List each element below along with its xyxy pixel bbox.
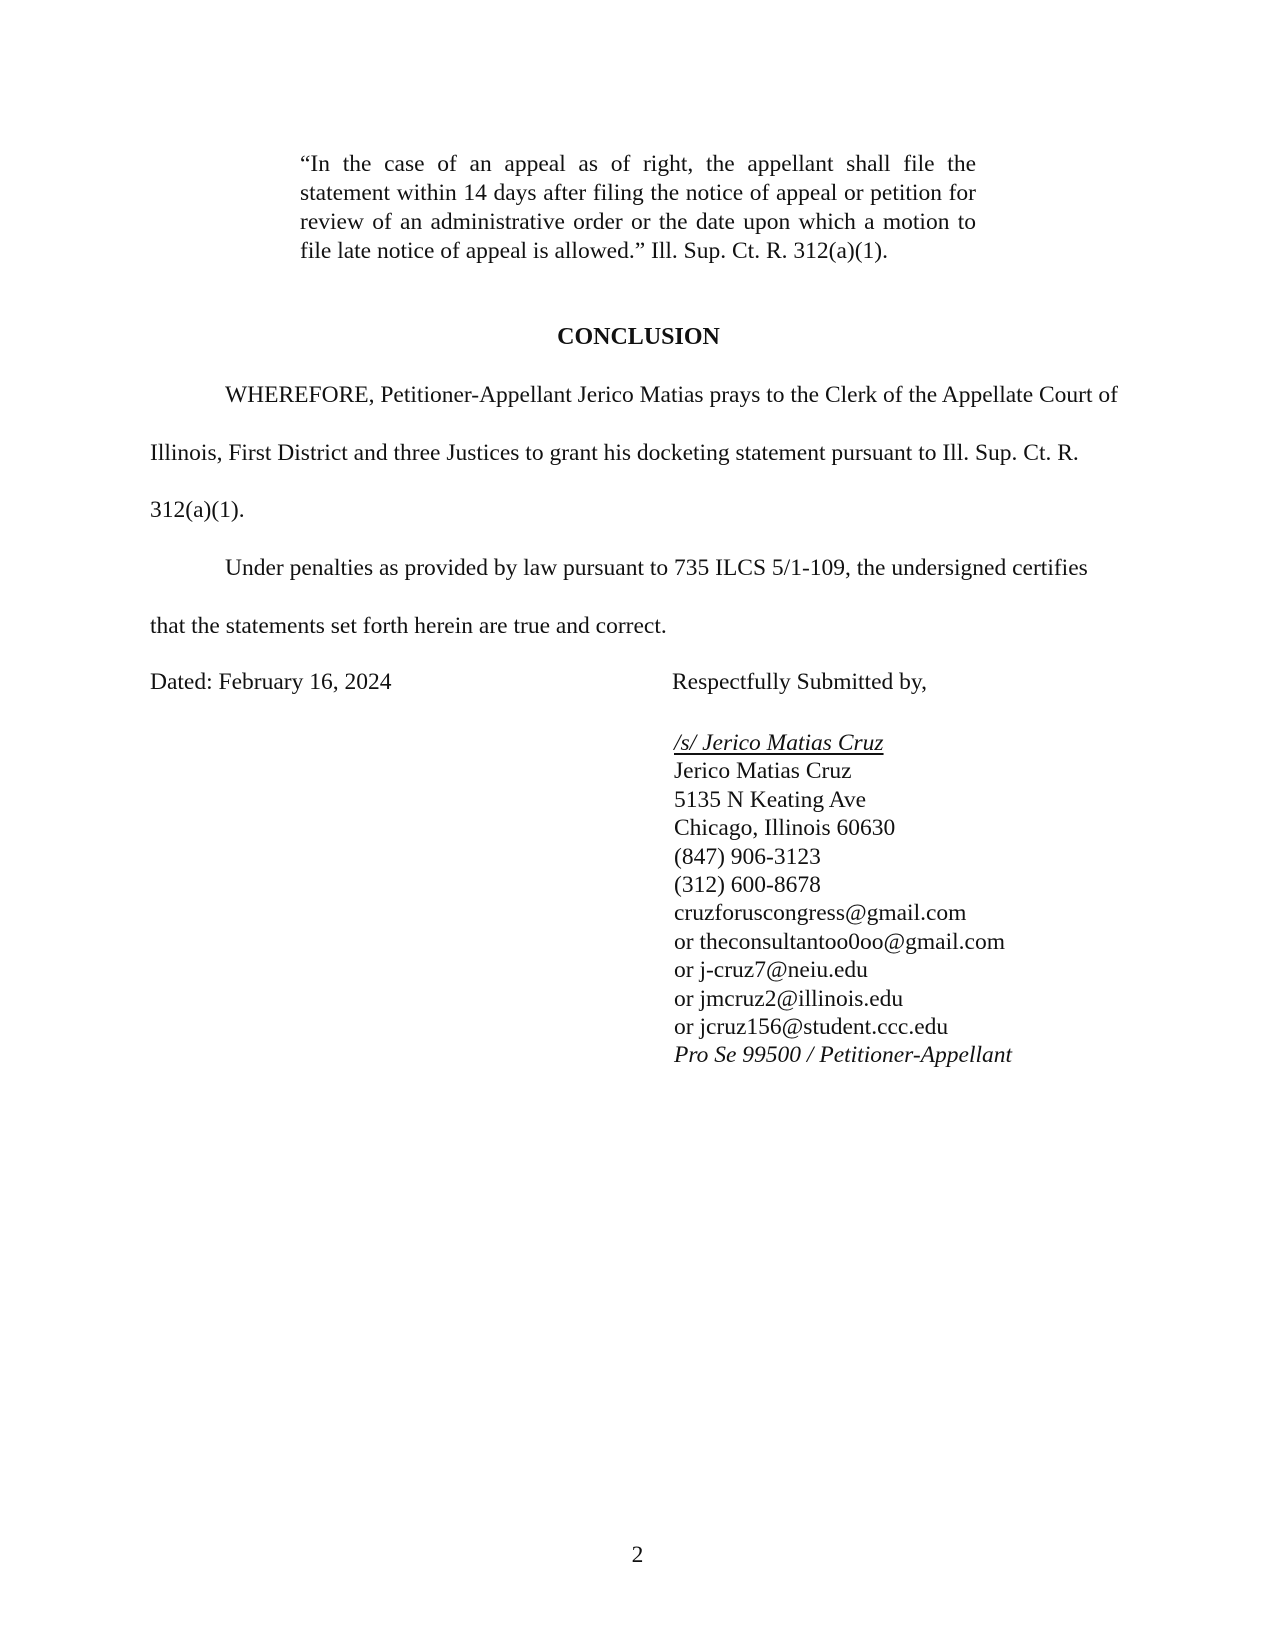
phone-secondary: (312) 600-8678 bbox=[674, 872, 821, 899]
email-alternate-4: or jcruz156@student.ccc.edu bbox=[674, 1014, 949, 1041]
conclusion-heading-text: CONCLUSION bbox=[557, 324, 720, 350]
address-city: Chicago, Illinois 60630 bbox=[674, 815, 896, 842]
page-number: 2 bbox=[631, 1542, 644, 1568]
conclusion-paragraph-certification bbox=[150, 540, 1125, 655]
signer-role: Pro Se 99500 / Petitioner-Appellant bbox=[674, 1042, 1013, 1069]
email-primary: cruzforuscongress@gmail.com bbox=[674, 900, 967, 927]
email-alternate-3: or jmcruz2@illinois.edu bbox=[674, 985, 904, 1012]
conclusion-heading bbox=[0, 322, 1275, 352]
dated-line: Dated: February 16, 2024 bbox=[150, 669, 392, 695]
email-alternate-1: or theconsultantoo0oo@gmail.com bbox=[674, 928, 1005, 955]
address-street: 5135 N Keating Ave bbox=[674, 786, 867, 813]
respectfully-submitted: Respectfully Submitted by, bbox=[672, 669, 927, 695]
email-alternate-2: or j-cruz7@neiu.edu bbox=[674, 957, 868, 984]
wherefore-text: WHEREFORE, Petitioner-Appellant Jerico Matias prays to the Clerk of the Appellate Court of Illinois, First District and three Justices to grant his docketing statement pursuant to Ill. Sup. Ct. R. 312(a)(1). bbox=[150, 382, 1118, 523]
electronic-signature: /s/ Jerico Matias Cruz bbox=[674, 730, 884, 756]
signer-name: Jerico Matias Cruz bbox=[674, 758, 852, 785]
certification-text: Under penalties as provided by law pursuant to 735 ILCS 5/1-109, the undersigned certifies that the statements set forth herein are true and correct. bbox=[150, 555, 1088, 639]
conclusion-paragraph-wherefore bbox=[150, 367, 1125, 540]
rule-quotation: “In the case of an appeal as of right, the appellant shall file the statement within 14 days after filing the notice of appeal or petition for review of an administrative order or the date upon which a motion to file late notice of appeal is allowed.” Ill. Sup. Ct. R. 312(a)(1). bbox=[300, 151, 976, 264]
phone-primary: (847) 906-3123 bbox=[674, 843, 821, 870]
signature-block bbox=[674, 729, 1012, 1070]
